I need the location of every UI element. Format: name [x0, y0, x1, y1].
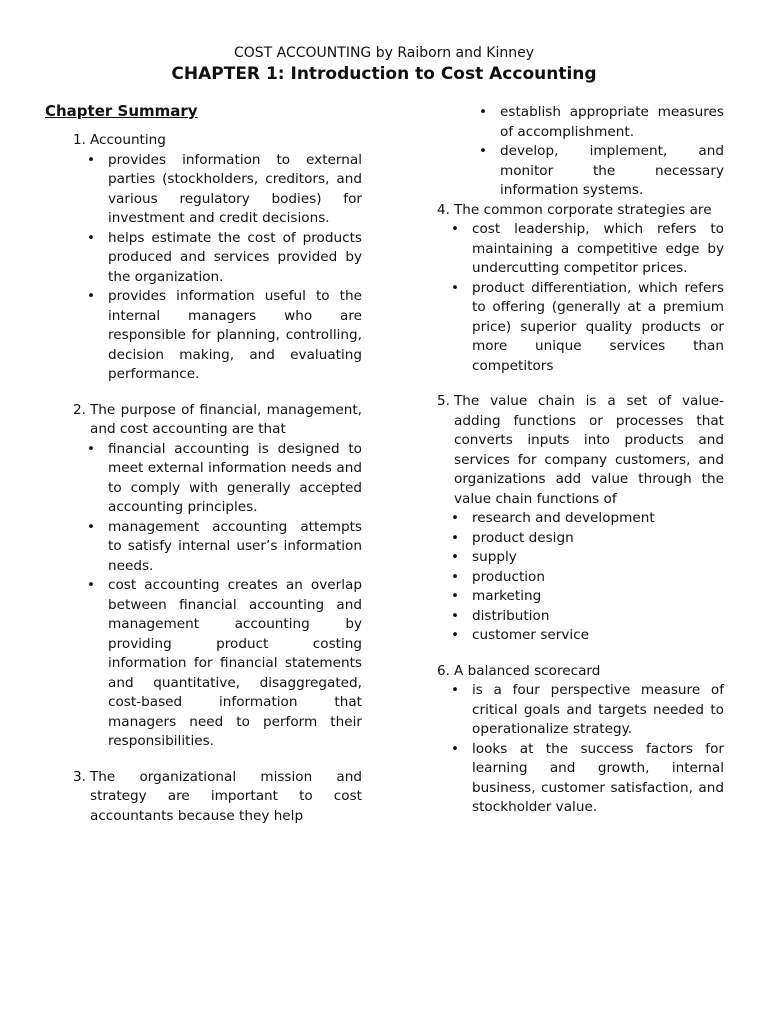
bullet-icon: •	[478, 104, 488, 120]
item-text: The value chain is a set of value-adding functions or processes that converts inputs into products and services for company customers, and organizations add value through the value chain functions of	[454, 393, 724, 507]
bullet-icon: •	[450, 568, 460, 585]
list-item: • product differentiation, which refers to offering (generally at a premium price) superior quality products or more unique services than competitors	[450, 279, 724, 374]
item-number: 2.	[73, 401, 86, 418]
bullet-icon: •	[86, 440, 96, 457]
list-item: • develop, implement, and monitor the necessary information systems.	[478, 143, 724, 198]
item-text: The common corporate strategies are	[454, 201, 712, 218]
bullet-icon: •	[450, 740, 460, 757]
list-item: • is a four perspective measure of critical goals and targets needed to operationalize strategy.	[450, 682, 724, 737]
right-column	[426, 103, 724, 818]
bullet-list	[478, 103, 724, 201]
item-text: The organizational mission and strategy are important to cost accountants because they help	[90, 768, 362, 824]
bullet-icon: •	[450, 682, 460, 698]
bullet-icon: •	[86, 577, 96, 593]
summary-item-2	[62, 401, 362, 440]
bullet-icon: •	[86, 151, 96, 168]
item-text: A balanced scorecard	[454, 662, 601, 679]
item-number: 4.	[437, 201, 450, 218]
bullet-list	[426, 509, 724, 646]
bullet-icon: •	[450, 607, 460, 624]
item-number: 3.	[73, 768, 86, 785]
summary-item-1	[62, 131, 362, 151]
list-item: • production	[472, 568, 724, 588]
bullet-icon: •	[450, 510, 460, 526]
list-item: • looks at the success factors for learning and growth, internal business, customer satisfaction, and stockholder value.	[450, 740, 724, 815]
item-text: The purpose of financial, management, and cost accounting are that	[90, 401, 362, 437]
document-subtitle: COST ACCOUNTING by Raiborn and Kinney	[233, 45, 535, 61]
bullet-icon: •	[450, 529, 460, 546]
summary-item-4	[426, 201, 724, 221]
list-item: • provides information useful to the internal managers who are responsible for planning, controlling, decision making, and evaluating performance.	[86, 288, 362, 382]
list-item: • product design	[472, 529, 724, 549]
bullet-list	[62, 151, 362, 385]
list-item: • financial accounting is designed to meet external information needs and to comply with generally accepted accounting principles.	[86, 440, 362, 515]
bullet-icon: •	[450, 549, 460, 565]
left-column	[62, 131, 362, 826]
list-item: • establish appropriate measures of accomplishment.	[478, 104, 724, 140]
list-item: • research and development	[472, 509, 724, 529]
item-number: 5.	[437, 393, 450, 409]
item-number: 6.	[437, 662, 450, 679]
summary-item-5	[426, 392, 724, 509]
list-item: • supply	[472, 548, 724, 568]
bullet-icon: •	[478, 143, 488, 159]
bullet-icon: •	[86, 518, 96, 535]
bullet-icon: •	[450, 221, 460, 237]
chapter-summary-heading: Chapter Summary	[45, 102, 198, 120]
list-item: • customer service	[472, 626, 724, 646]
item-number: 1.	[73, 132, 86, 148]
list-item: • helps estimate the cost of products produced and services provided by the organization.	[86, 229, 362, 285]
summary-item-3	[62, 768, 362, 827]
list-item: • provides information to external parties (stockholders, creditors, and various regulatory bodies) for investment and credit decisions.	[86, 151, 362, 226]
bullet-icon: •	[86, 229, 96, 246]
list-item: • management accounting attempts to satisfy internal user’s information needs.	[86, 518, 362, 574]
bullet-icon: •	[450, 588, 460, 604]
bullet-list	[426, 220, 724, 376]
bullet-icon: •	[450, 627, 460, 643]
bullet-icon: •	[86, 288, 96, 304]
item-3-continued	[426, 103, 724, 201]
summary-item-6	[426, 662, 724, 682]
list-item: • marketing	[472, 587, 724, 607]
bullet-icon: •	[450, 279, 460, 296]
item-text: Accounting	[90, 132, 166, 148]
bullet-list	[426, 681, 724, 818]
list-item: • distribution	[472, 607, 724, 627]
bullet-list	[62, 440, 362, 752]
list-item: • cost leadership, which refers to maintaining a competitive edge by undercutting competitor prices.	[450, 221, 724, 276]
list-item: • cost accounting creates an overlap between financial accounting and management accounting by providing product costing information for financial statements and quantitative, disaggregated, cost-based information that managers need to perform their responsibilities.	[86, 577, 362, 749]
document-title: CHAPTER 1: Introduction to Cost Accounting	[171, 64, 597, 84]
